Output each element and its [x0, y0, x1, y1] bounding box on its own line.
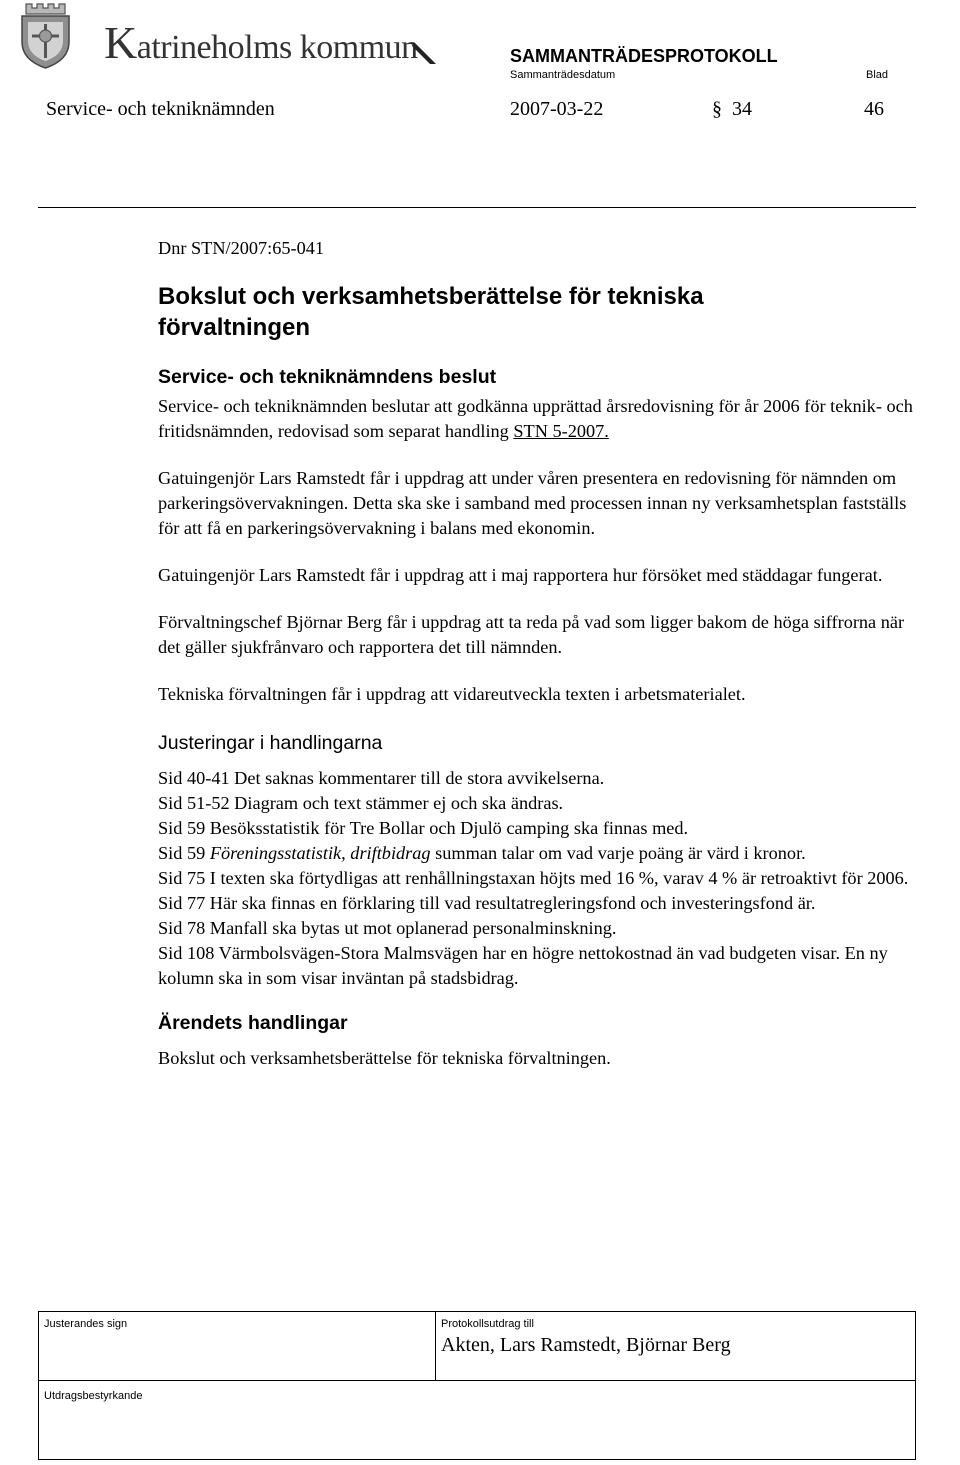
extract-certification-label: Utdragsbestyrkande — [44, 1390, 143, 1402]
adjustment-item-emphasis: Föreningsstatistik, driftbidrag — [209, 843, 431, 863]
adjustment-item: Sid 51-52 Diagram och text stämmer ej och ska ändras. — [158, 793, 564, 813]
extract-recipients-label: Protokollsutdrag till — [441, 1318, 534, 1330]
extract-recipients: Akten, Lars Ramstedt, Björnar Berg — [441, 1334, 731, 1356]
logo-swoosh-icon — [412, 40, 442, 66]
adjustment-item-prefix: Sid 59 — [158, 843, 210, 863]
municipality-crest-icon — [2, 0, 86, 70]
adjustment-item: Sid 75 I texten ska förtydligas att renhållningstaxan höjts med 16 %, varav 4 % är retroaktivt för 2006. — [158, 868, 909, 888]
page-label: Blad — [866, 69, 889, 81]
meeting-date-label: Sammanträdesdatum — [510, 69, 616, 81]
sick-leave-paragraph: Förvaltningschef Björnar Berg får i uppdrag att ta reda på vad som ligger bakom de höga siffrorna när det gäller sjukfrånvaro och rapportera det till nämnden. — [158, 612, 905, 657]
decision-text: Service- och tekniknämnden beslutar att godkänna upprättad årsredovisning för år 2006 för teknik- och fritidsnämnden, redovisad som separat handling — [158, 396, 913, 441]
decision-paragraph — [158, 394, 918, 444]
cleaning-days-paragraph: Gatuingenjör Lars Ramstedt får i uppdrag att i maj rapportera hur försöket med städdagar fungerat. — [158, 565, 883, 585]
adjustment-item — [158, 841, 918, 866]
adjustment-item: Sid 40-41 Det saknas kommentarer till de stora avvikelserna. — [158, 768, 605, 788]
meeting-date: 2007-03-22 — [510, 98, 604, 120]
page-title-line-1: Bokslut och verksamhetsberättelse för tekniska — [158, 283, 704, 310]
handling-reference-link[interactable]: STN 5-2007. — [513, 421, 609, 441]
adjustment-item: Sid 108 Värmbolsvägen-Stora Malmsvägen har en högre nettokostnad än vad budgeten visar. En ny kolumn ska in som visar inväntan på stadsbidrag. — [158, 943, 888, 988]
page-title — [158, 281, 918, 343]
page-title-line-2: förvaltningen — [158, 314, 311, 341]
committee-name: Service- och tekniknämnden — [46, 98, 275, 120]
decision-heading: Service- och tekniknämndens beslut — [158, 366, 497, 388]
case-documents-text: Bokslut och verksamhetsberättelse för tekniska förvaltningen. — [158, 1048, 611, 1068]
page-number: 46 — [864, 98, 884, 120]
adjustment-item: Sid 77 Här ska finnas en förklaring till vad resultatregleringsfond och investeringsfond är. — [158, 893, 816, 913]
section-sign: § — [712, 98, 722, 120]
municipality-logo-text — [104, 16, 418, 69]
logo-initial: K — [104, 17, 137, 68]
footer-divider — [38, 1380, 916, 1381]
adjustment-item-suffix: summan talar om vad varje poäng är värd i kronor. — [430, 843, 806, 863]
parking-assignment-paragraph: Gatuingenjör Lars Ramstedt får i uppdrag att under våren presentera en redovisning för nämnden om parkeringsövervakningen. Detta ska ske i samband med processen innan ny verksamhetsplan fastställs för att få en parkeringsövervakning i balans med ekonomin. — [158, 468, 907, 538]
adjustment-item: Sid 78 Manfall ska bytas ut mot oplanerad personalminskning. — [158, 918, 617, 938]
header-divider — [38, 207, 916, 208]
case-documents-heading: Ärendets handlingar — [158, 1012, 348, 1034]
protocol-body — [158, 236, 918, 1071]
paragraph-number: 34 — [732, 98, 752, 120]
footer-column-divider — [435, 1311, 436, 1381]
adjustment-item: Sid 59 Besöksstatistik för Tre Bollar och Djulö camping ska finnas med. — [158, 818, 689, 838]
logo-name: atrineholms kommun — [136, 29, 418, 66]
document-type: SAMMANTRÄDESPROTOKOLL — [510, 46, 778, 66]
adjusters-signature-label: Justerandes sign — [44, 1318, 128, 1330]
adjustments-heading: Justeringar i handlingarna — [158, 732, 383, 754]
working-material-paragraph: Tekniska förvaltningen får i uppdrag att vidareutveckla texten i arbetsmaterialet. — [158, 684, 746, 704]
case-number: Dnr STN/2007:65-041 — [158, 238, 325, 258]
